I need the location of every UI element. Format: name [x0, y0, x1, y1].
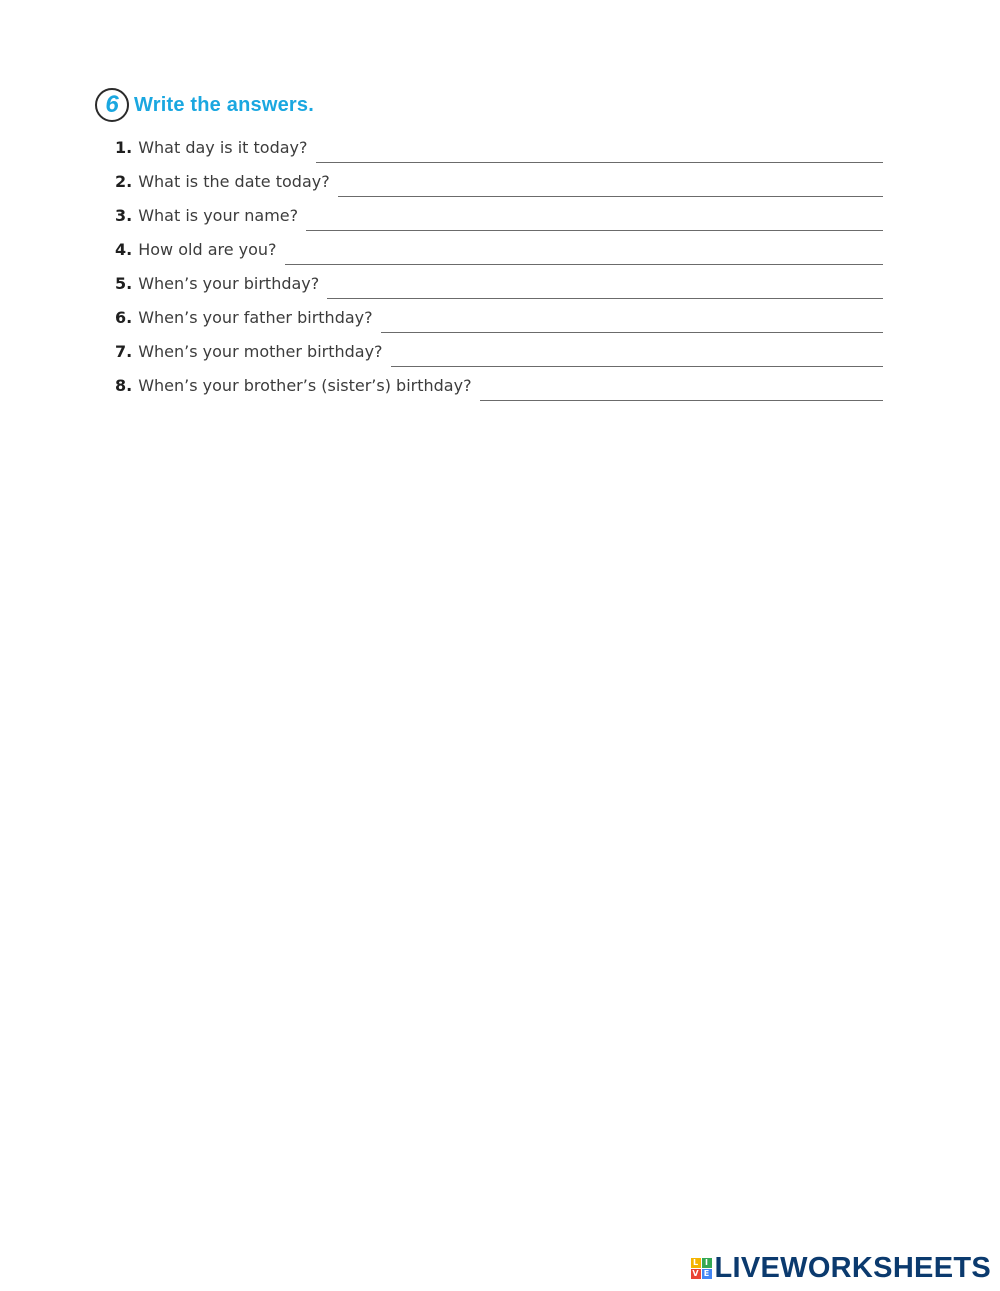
answer-field-8[interactable]: [480, 387, 883, 401]
question-text: When’s your birthday?: [138, 274, 320, 293]
question-text: What day is it today?: [138, 138, 308, 157]
exercise-header: [95, 84, 314, 126]
answer-field-1[interactable]: [316, 149, 883, 163]
question-number: 5.: [115, 274, 133, 293]
answer-field-2[interactable]: [338, 183, 883, 197]
question-row-7: [115, 342, 883, 376]
answer-field-3[interactable]: [306, 217, 883, 231]
question-number: 8.: [115, 376, 133, 395]
exercise-title: Write the answers.: [134, 93, 314, 116]
question-text: When’s your father birthday?: [138, 308, 373, 327]
question-number: 4.: [115, 240, 133, 259]
question-number: 7.: [115, 342, 133, 361]
question-list: [115, 138, 883, 410]
exercise-number-badge: 6: [95, 88, 129, 122]
question-row-8: [115, 376, 883, 410]
logo-tile-v: V: [692, 1269, 699, 1278]
question-number: 2.: [115, 172, 133, 191]
answer-field-7[interactable]: [391, 353, 883, 367]
logo-tile-l: L: [691, 1258, 701, 1268]
question-row-2: [115, 172, 883, 206]
answer-field-5[interactable]: [327, 285, 883, 299]
logo-tile-i: I: [702, 1258, 712, 1268]
brand-name: LIVEWORKSHEETS: [714, 1252, 991, 1284]
question-row-5: [115, 274, 883, 308]
answer-field-6[interactable]: [381, 319, 883, 333]
question-text: When’s your mother birthday?: [138, 342, 383, 361]
question-number: 6.: [115, 308, 133, 327]
question-row-3: [115, 206, 883, 240]
liveworksheets-logo-icon: [691, 1258, 712, 1279]
question-number: 1.: [115, 138, 133, 157]
logo-tile-e: E: [702, 1269, 712, 1279]
question-text: How old are you?: [138, 240, 277, 259]
question-text: What is the date today?: [138, 172, 330, 191]
question-number: 3.: [115, 206, 133, 225]
question-row-1: [115, 138, 883, 172]
question-text: When’s your brother’s (sister’s) birthday?: [138, 376, 472, 395]
liveworksheets-brand: [691, 1254, 992, 1283]
answer-field-4[interactable]: [285, 251, 883, 265]
question-row-6: [115, 308, 883, 342]
question-row-4: [115, 240, 883, 274]
question-text: What is your name?: [138, 206, 299, 225]
